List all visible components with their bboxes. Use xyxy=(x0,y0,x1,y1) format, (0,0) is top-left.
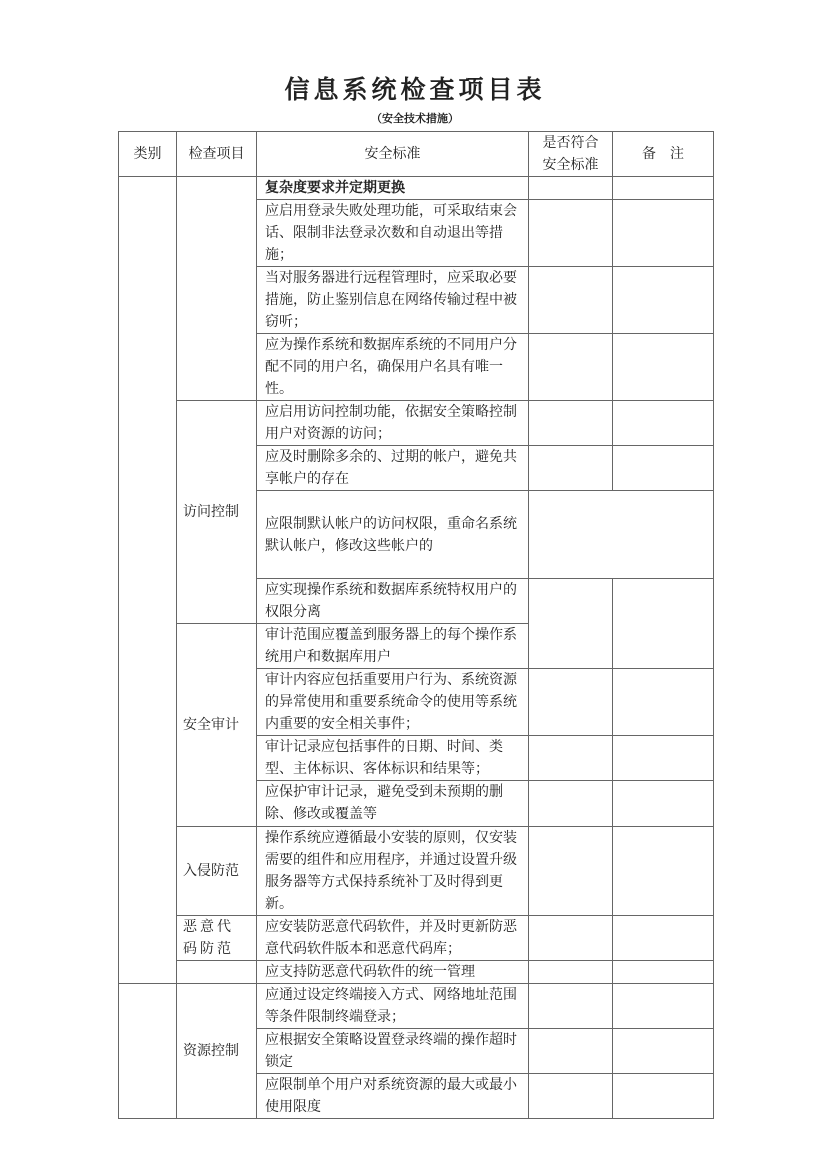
standard-cell: 应启用访问控制功能，依据安全策略控制用户对资源的访问； xyxy=(257,401,529,446)
standard-cell: 当对服务器进行远程管理时，应采取必要措施，防止鉴别信息在网络传输过程中被窃听； xyxy=(257,267,529,334)
compliant-cell[interactable] xyxy=(529,1074,613,1119)
table-row xyxy=(119,984,714,1029)
compliant-cell[interactable] xyxy=(529,961,613,984)
remarks-cell[interactable] xyxy=(613,200,714,267)
standard-cell: 应为操作系统和数据库系统的不同用户分配不同的用户名，确保用户名具有唯一性。 xyxy=(257,334,529,401)
header-remarks: 备 注 xyxy=(613,132,714,177)
standard-cell: 审计记录应包括事件的日期、时间、类型、主体标识、客体标识和结果等； xyxy=(257,736,529,781)
standard-cell: 应保护审计记录，避免受到未预期的删除、修改或覆盖等 xyxy=(257,781,529,827)
standard-cell: 操作系统应遵循最小安装的原则，仅安装需要的组件和应用程序，并通过设置升级服务器等方式保持系统补丁及时得到更新。 xyxy=(257,827,529,916)
remarks-cell[interactable] xyxy=(613,961,714,984)
compliant-cell[interactable] xyxy=(529,984,613,1029)
document-title: 信息系统检查项目表 xyxy=(284,75,546,104)
item-security-audit: 安全审计 xyxy=(177,624,257,827)
standard-cell: 应根据安全策略设置登录终端的操作超时锁定 xyxy=(257,1029,529,1074)
compliant-cell[interactable] xyxy=(529,736,613,781)
compliant-cell[interactable] xyxy=(529,446,613,491)
category-cell xyxy=(119,177,177,984)
standard-cell: 复杂度要求并定期更换 xyxy=(257,177,529,200)
remarks-cell[interactable] xyxy=(613,669,714,736)
item-intrusion-prevention: 入侵防范 xyxy=(177,827,257,916)
compliant-cell[interactable] xyxy=(529,267,613,334)
compliant-cell[interactable] xyxy=(529,200,613,267)
remarks-cell[interactable] xyxy=(613,177,714,200)
document-subtitle: （安全技术措施） xyxy=(371,112,459,125)
remarks-cell[interactable] xyxy=(613,1074,714,1119)
standard-cell: 应安装防恶意代码软件，并及时更新防恶意代码软件版本和恶意代码库； xyxy=(257,916,529,961)
table-row xyxy=(119,916,714,961)
standard-cell: 审计内容应包括重要用户行为、系统资源的异常使用和重要系统命令的使用等系统内重要的安全相关事件； xyxy=(257,669,529,736)
remarks-cell[interactable] xyxy=(613,736,714,781)
standard-cell: 应支持防恶意代码软件的统一管理 xyxy=(257,961,529,984)
standard-cell: 应限制默认帐户的访问权限，重命名系统默认帐户，修改这些帐户的 xyxy=(257,491,529,579)
remarks-cell[interactable] xyxy=(613,916,714,961)
table-row xyxy=(119,401,714,446)
checklist-table xyxy=(118,131,714,1119)
standard-cell: 应启用登录失败处理功能，可采取结束会话、限制非法登录次数和自动退出等措施； xyxy=(257,200,529,267)
item-resource-control: 资源控制 xyxy=(177,984,257,1119)
item-cell xyxy=(177,177,257,401)
table-row xyxy=(119,961,714,984)
header-item: 检查项目 xyxy=(177,132,257,177)
remarks-cell[interactable] xyxy=(613,401,714,446)
remarks-cell[interactable] xyxy=(613,1029,714,1074)
standard-cell: 审计范围应覆盖到服务器上的每个操作系统用户和数据库用户 xyxy=(257,624,529,669)
standard-cell: 应通过设定终端接入方式、网络地址范围等条件限制终端登录； xyxy=(257,984,529,1029)
header-category: 类别 xyxy=(119,132,177,177)
compliant-cell[interactable] xyxy=(529,334,613,401)
compliant-cell[interactable] xyxy=(529,177,613,200)
table-row xyxy=(119,827,714,916)
header-standard: 安全标准 xyxy=(257,132,529,177)
compliant-cell[interactable] xyxy=(529,916,613,961)
table-header-row xyxy=(119,132,714,177)
compliant-cell[interactable] xyxy=(529,401,613,446)
merged-compliant-remarks-cell[interactable] xyxy=(529,491,714,579)
item-cell xyxy=(177,961,257,984)
table-row xyxy=(119,177,714,200)
remarks-cell[interactable] xyxy=(613,267,714,334)
remarks-cell[interactable] xyxy=(613,781,714,827)
remarks-cell[interactable] xyxy=(613,827,714,916)
remarks-cell[interactable] xyxy=(613,446,714,491)
compliant-cell[interactable] xyxy=(529,1029,613,1074)
remarks-cell[interactable] xyxy=(613,579,714,669)
remarks-cell[interactable] xyxy=(613,334,714,401)
item-access-control: 访问控制 xyxy=(177,401,257,624)
compliant-cell[interactable] xyxy=(529,579,613,669)
standard-cell: 应及时删除多余的、过期的帐户，避免共享帐户的存在 xyxy=(257,446,529,491)
standard-cell: 应实现操作系统和数据库系统特权用户的权限分离 xyxy=(257,579,529,624)
item-malware-prevention: 恶意代码防范 xyxy=(177,916,257,961)
compliant-cell[interactable] xyxy=(529,669,613,736)
header-compliant: 是否符合安全标准 xyxy=(529,132,613,177)
standard-cell: 应限制单个用户对系统资源的最大或最小使用限度 xyxy=(257,1074,529,1119)
compliant-cell[interactable] xyxy=(529,781,613,827)
compliant-cell[interactable] xyxy=(529,827,613,916)
remarks-cell[interactable] xyxy=(613,984,714,1029)
category-cell xyxy=(119,984,177,1119)
